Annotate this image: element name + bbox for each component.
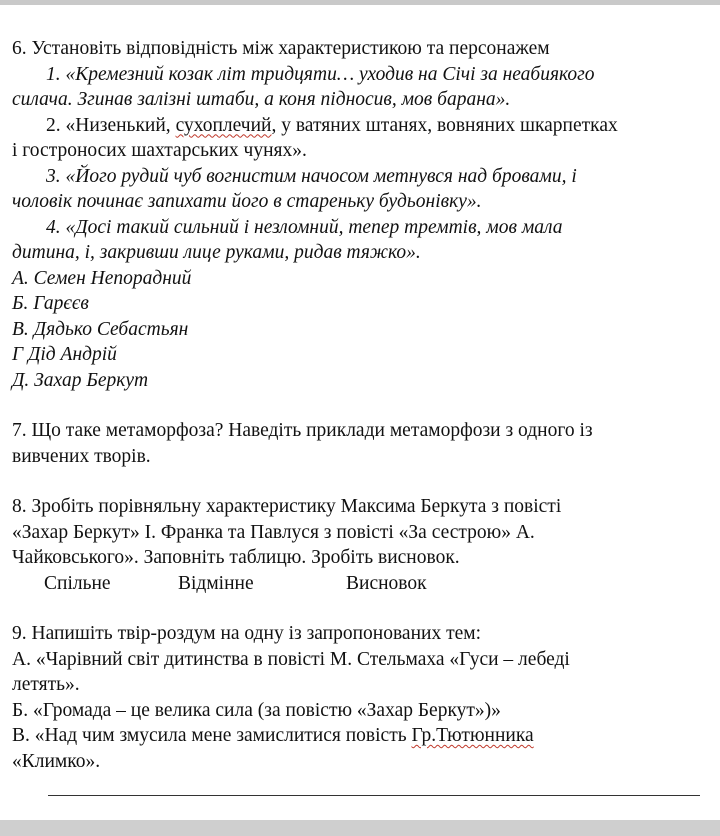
q6-item2-line2: і гостроносих шахтарських чунях».: [12, 140, 307, 161]
answer-line: [48, 795, 700, 796]
q9-line5-text: В. «Над чим змусила мене замислитися повість: [12, 725, 412, 746]
q8-col-conclusion: Висновок: [346, 572, 427, 594]
q6-option-a: А. Семен Непорадний: [12, 267, 192, 289]
q7-line1: 7. Що таке метаморфоза? Наведіть приклади метаморфози з одного із: [12, 420, 593, 441]
q9-line2: А. «Чарівний світ дитинства в повісті М. Стельмаха «Гуси – лебеді: [12, 648, 570, 670]
q6-item4-line2: дитина, і, закривши лице руками, ридав тяжко».: [12, 242, 421, 263]
q8-line2: «Захар Беркут» І. Франка та Павлуся з повісті «За сестрою» А.: [12, 521, 535, 543]
q9-line3: летять».: [12, 674, 80, 695]
q6-option-d: Г Дід Андрій: [12, 344, 117, 365]
q6-item3-line2: чоловік починає запихати його в стареньку будьонівку».: [12, 191, 482, 212]
q6-option-e: Д. Захар Беркут: [12, 369, 149, 391]
q8-col-common: Спільне: [44, 572, 111, 594]
q6-item1-line2: силача. Згинав залізні штаби, а коня підносив, мов барана».: [12, 89, 511, 110]
q9-spellcheck-word: Гр.Тютюнника: [411, 725, 534, 746]
q6-item2-line1: [12, 113, 712, 139]
q6-item1-line1: 1. «Кремезний козак літ тридцяти… уходив на Січі за неабиякого: [46, 63, 595, 85]
q6-item2-spellcheck-word: сухоплечий: [175, 114, 272, 136]
q6-item3-line1: 3. «Його рудий чуб вогнистим начосом метнувся над бровами, і: [46, 165, 577, 187]
q8-table-headers: [12, 571, 712, 597]
top-edge: [0, 0, 720, 5]
q8-line1: 8. Зробіть порівняльну характеристику Максима Беркута з повісті: [12, 496, 562, 517]
q9-line1: 9. Напишіть твір-роздум на одну із запропонованих тем:: [12, 623, 482, 644]
q6-item2-text-a: 2. «Низенький,: [46, 114, 176, 136]
q8-col-different: Відмінне: [178, 572, 254, 594]
q9-line6: «Климко».: [12, 750, 101, 772]
q6-option-c: В. Дядько Себастьян: [12, 318, 189, 340]
q6-option-b: Б. Гарєєв: [12, 293, 89, 314]
q7-line2: вивчених творів.: [12, 445, 151, 467]
q6-item4-line1: 4. «Досі такий сильний і незломний, тепер тремтів, мов мала: [46, 216, 563, 238]
q6-title: 6. Установіть відповідність між характеристикою та персонажем: [12, 38, 550, 59]
q9-line5: [12, 723, 712, 749]
q9-line4: Б. «Громада – це велика сила (за повістю «Захар Беркут»)»: [12, 699, 501, 721]
q6-item2-text-c: , у ватяних штанях, вовняних шкарпетках: [271, 114, 618, 136]
document-body: [12, 36, 712, 774]
q8-line3: Чайковського». Заповніть таблицю. Зробіть висновок.: [12, 547, 460, 568]
bottom-edge: [0, 820, 720, 836]
